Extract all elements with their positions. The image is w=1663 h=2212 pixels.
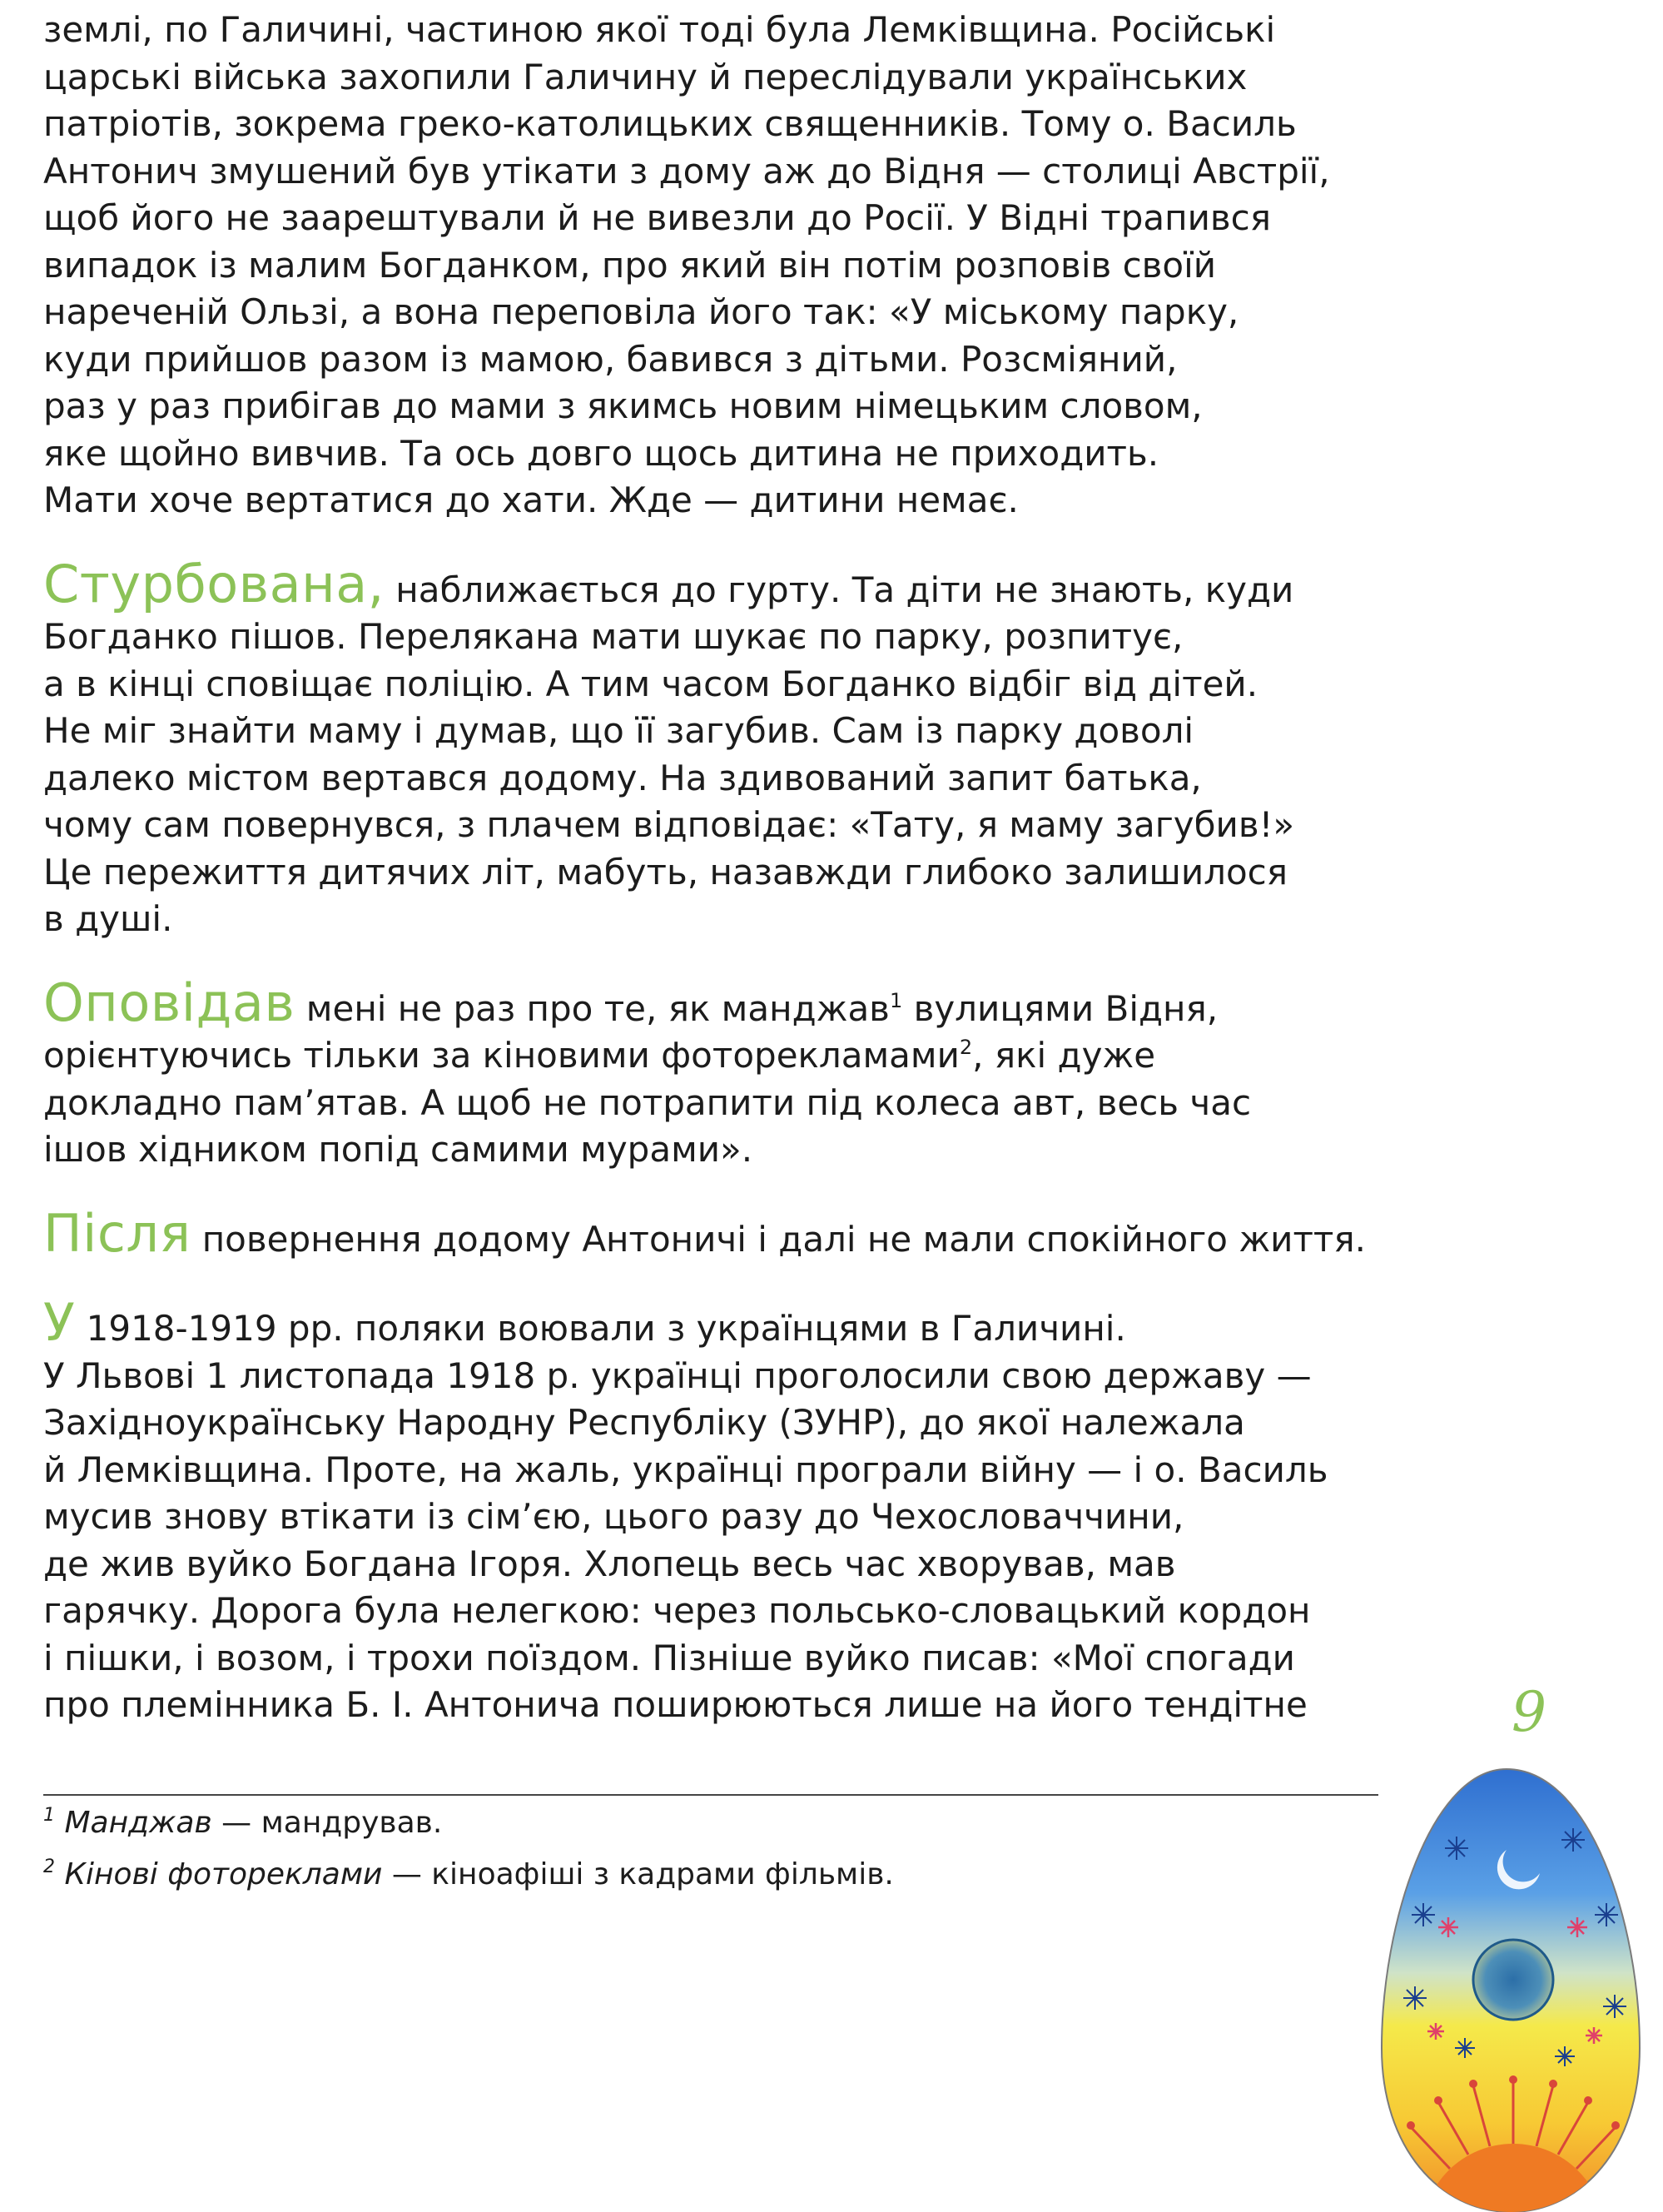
paragraph-2 bbox=[43, 553, 1392, 943]
footnote-ref[interactable]: 2 bbox=[959, 1036, 973, 1059]
text-run: орієнтуючись тільки за кіновими фоторекламами bbox=[43, 1035, 960, 1076]
footnote-term: Кінові фотореклами bbox=[64, 1857, 383, 1891]
text-line bbox=[43, 1032, 1392, 1080]
page-number: 9 bbox=[1512, 1680, 1546, 1744]
footnote-term: Манджав bbox=[64, 1806, 212, 1840]
text-line: Мати хоче вертатися до хати. Жде — дитини немає. bbox=[43, 480, 1019, 520]
text-line: а в кінці сповіщає поліцію. А тим часом Богданко відбіг від дітей. bbox=[43, 663, 1258, 704]
footnote-number: 1 bbox=[43, 1805, 55, 1826]
text-line: землі, по Галичині, частиною якої тоді була Лемківщина. Російські bbox=[43, 9, 1276, 50]
footnote-ref[interactable]: 1 bbox=[889, 988, 903, 1012]
footnote-definition: — мандрував. bbox=[211, 1806, 443, 1840]
lead-word: Стурбована, bbox=[43, 553, 385, 614]
footnotes bbox=[43, 1805, 1392, 1908]
text-run: наближається до гурту. Та діти не знають, куди bbox=[384, 569, 1294, 610]
paragraph-3 bbox=[43, 972, 1392, 1174]
text-line: чому сам повернувся, з плачем відповідає: «Тату, я маму загубив!» bbox=[43, 804, 1295, 845]
lead-word: Оповідав bbox=[43, 972, 295, 1033]
pysanka-illustration bbox=[1365, 1748, 1663, 2212]
text-line: Не міг знайти маму і думав, що її загубив. Сам із парку доволі bbox=[43, 710, 1194, 751]
text-run: повернення додому Антоничі і далі не мали спокійного життя. bbox=[191, 1218, 1367, 1260]
text-line: Богданко пішов. Перелякана мати шукає по парку, розпитує, bbox=[43, 616, 1184, 657]
text-line: випадок із малим Богданком, про який він потім розповів своїй bbox=[43, 244, 1217, 286]
footnote-1 bbox=[43, 1805, 1392, 1842]
main-text bbox=[43, 7, 1392, 1729]
paragraph-1 bbox=[43, 7, 1392, 524]
text-line: й Лемківщина. Проте, на жаль, українці програли війну — і о. Василь bbox=[43, 1449, 1328, 1490]
text-line: Це пережиття дитячих літ, мабуть, назавжди глибоко залишилося bbox=[43, 851, 1288, 892]
text-line: Західноукраїнську Народну Республіку (ЗУНР), до якої належала bbox=[43, 1402, 1245, 1443]
text-run: мені не раз про те, як манджав bbox=[295, 987, 890, 1029]
text-line bbox=[43, 1292, 1392, 1353]
text-line: патріотів, зокрема греко-католицьких священників. Тому о. Василь bbox=[43, 103, 1297, 144]
text-line: яке щойно вивчив. Та ось довго щось дитина не приходить. bbox=[43, 432, 1159, 474]
globe-circle bbox=[1473, 1940, 1553, 2020]
text-line: У Львові 1 листопада 1918 р. українці проголосили свою державу — bbox=[43, 1355, 1312, 1396]
text-line: далеко містом вертався додому. На здивований запит батька, bbox=[43, 757, 1202, 798]
text-line: де жив вуйко Богдана Ігоря. Хлопець весь час хворував, мав bbox=[43, 1543, 1176, 1584]
text-line bbox=[43, 1202, 1392, 1264]
text-line: і пішки, і возом, і трохи поїздом. Пізніше вуйко писав: «Мої спогади bbox=[43, 1637, 1295, 1678]
text-line: докладно пам’ятав. А щоб не потрапити під колеса авт, весь час bbox=[43, 1081, 1252, 1123]
text-run: , які дуже bbox=[972, 1035, 1156, 1076]
paragraph-5 bbox=[43, 1292, 1392, 1729]
footnote-divider bbox=[43, 1794, 1378, 1796]
lead-word: У bbox=[43, 1292, 76, 1353]
footnote-number: 2 bbox=[43, 1857, 55, 1877]
text-run: 1918-1919 рр. поляки воювали з українцями в Галичині. bbox=[75, 1308, 1126, 1349]
text-line: ішов хідником попід самими мурами». bbox=[43, 1129, 753, 1170]
text-line: в душі. bbox=[43, 898, 173, 939]
lead-word: Після bbox=[43, 1202, 191, 1264]
text-run: вулицями Відня, bbox=[902, 987, 1219, 1029]
paragraph-4 bbox=[43, 1202, 1392, 1264]
text-line: Антонич змушений був утікати з дому аж до Відня — столиці Австрії, bbox=[43, 150, 1330, 191]
footnote-2 bbox=[43, 1857, 1392, 1893]
text-line: мусив знову втікати із сім’єю, цього разу до Чехословаччини, bbox=[43, 1496, 1184, 1537]
text-line: царські війська захопили Галичину й переслідували українських bbox=[43, 56, 1248, 97]
footnote-definition: — кіноафіші з кадрами фільмів. bbox=[382, 1857, 894, 1891]
text-line bbox=[43, 553, 1392, 614]
text-line: про племінника Б. І. Антонича поширюються лише на його тендітне bbox=[43, 1684, 1308, 1725]
text-line: куди прийшов разом із мамою, бавився з дітьми. Розсміяний, bbox=[43, 338, 1178, 380]
text-line: раз у раз прибігав до мами з якимсь новим німецьким словом, bbox=[43, 385, 1203, 426]
text-line: гарячку. Дорога була нелегкою: через польсько-словацький кордон bbox=[43, 1590, 1311, 1631]
text-line: щоб його не заарештували й не вивезли до Росії. У Відні трапився bbox=[43, 197, 1271, 238]
text-line bbox=[43, 972, 1392, 1033]
text-line: нареченій Ользі, а вона переповіла його так: «У міському парку, bbox=[43, 291, 1239, 332]
